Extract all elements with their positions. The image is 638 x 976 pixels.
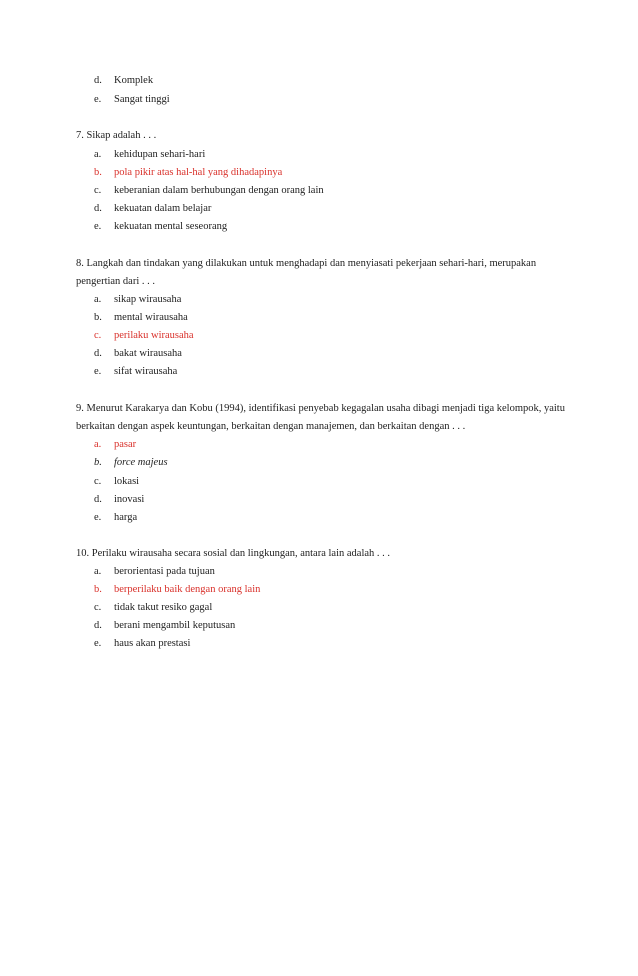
option-letter: e. xyxy=(94,366,102,377)
option-text: berani mengambil keputusan xyxy=(114,620,236,631)
question-text: 10. Perilaku wirausaha secara sosial dan lingkungan, antara lain adalah . . . xyxy=(76,548,391,559)
option-text: lokasi xyxy=(114,476,140,487)
option-letter: a. xyxy=(94,566,102,577)
option-text: sikap wirausaha xyxy=(114,294,182,305)
option-letter: e. xyxy=(94,94,102,105)
option-text-correct: pola pikir atas hal-hal yang dihadapinya xyxy=(114,167,283,178)
option-text-correct: berperilaku baik dengan orang lain xyxy=(114,584,261,595)
option-letter: d. xyxy=(94,203,102,214)
option-letter: d. xyxy=(94,75,102,86)
option-text: tidak takut resiko gagal xyxy=(114,602,213,613)
question-text: 9. Menurut Karakarya dan Kobu (1994), identifikasi penyebab kegagalan usaha dibagi menjadi tiga kelompok, yaitu xyxy=(76,403,565,414)
option-text: mental wirausaha xyxy=(114,312,188,323)
option-text: keberanian dalam berhubungan dengan orang lain xyxy=(114,185,324,196)
option-text: kekuatan dalam belajar xyxy=(114,203,212,214)
option-text: force majeus xyxy=(114,457,168,468)
option-text-correct: perilaku wirausaha xyxy=(114,330,194,341)
option-letter: b. xyxy=(94,312,102,323)
option-text: kehidupan sehari-hari xyxy=(114,149,206,160)
option-letter: a. xyxy=(94,294,102,305)
option-letter-correct: c. xyxy=(94,330,102,341)
option-letter: b. xyxy=(94,457,102,468)
option-text: harga xyxy=(114,512,138,523)
question-text: 8. Langkah dan tindakan yang dilakukan untuk menghadapi dan menyiasati pekerjaan sehari-hari, merupakan xyxy=(76,258,537,269)
question-text-continued: berkaitan dengan aspek keuntungan, berkaitan dengan manajemen, dan berkaitan dengan . . . xyxy=(76,421,466,432)
option-text-correct: pasar xyxy=(114,439,137,450)
option-letter: d. xyxy=(94,348,102,359)
option-letter-correct: b. xyxy=(94,584,102,595)
option-text: bakat wirausaha xyxy=(114,348,182,359)
option-text: Komplek xyxy=(114,75,154,86)
option-letter: d. xyxy=(94,494,102,505)
question-text: 7. Sikap adalah . . . xyxy=(76,130,157,141)
question-text-continued: pengertian dari . . . xyxy=(76,276,156,287)
option-letter: e. xyxy=(94,221,102,232)
option-letter: e. xyxy=(94,512,102,523)
option-letter-correct: a. xyxy=(94,439,102,450)
option-letter: c. xyxy=(94,476,102,487)
option-text: haus akan prestasi xyxy=(114,638,191,649)
option-text: kekuatan mental seseorang xyxy=(114,221,228,232)
option-text: sifat wirausaha xyxy=(114,366,178,377)
option-letter: d. xyxy=(94,620,102,631)
option-letter: e. xyxy=(94,638,102,649)
option-text: Sangat tinggi xyxy=(114,94,170,105)
option-text: berorientasi pada tujuan xyxy=(114,566,215,577)
option-letter: c. xyxy=(94,185,102,196)
option-letter: a. xyxy=(94,149,102,160)
option-letter: c. xyxy=(94,602,102,613)
option-text: inovasi xyxy=(114,494,145,505)
option-letter-correct: b. xyxy=(94,167,102,178)
